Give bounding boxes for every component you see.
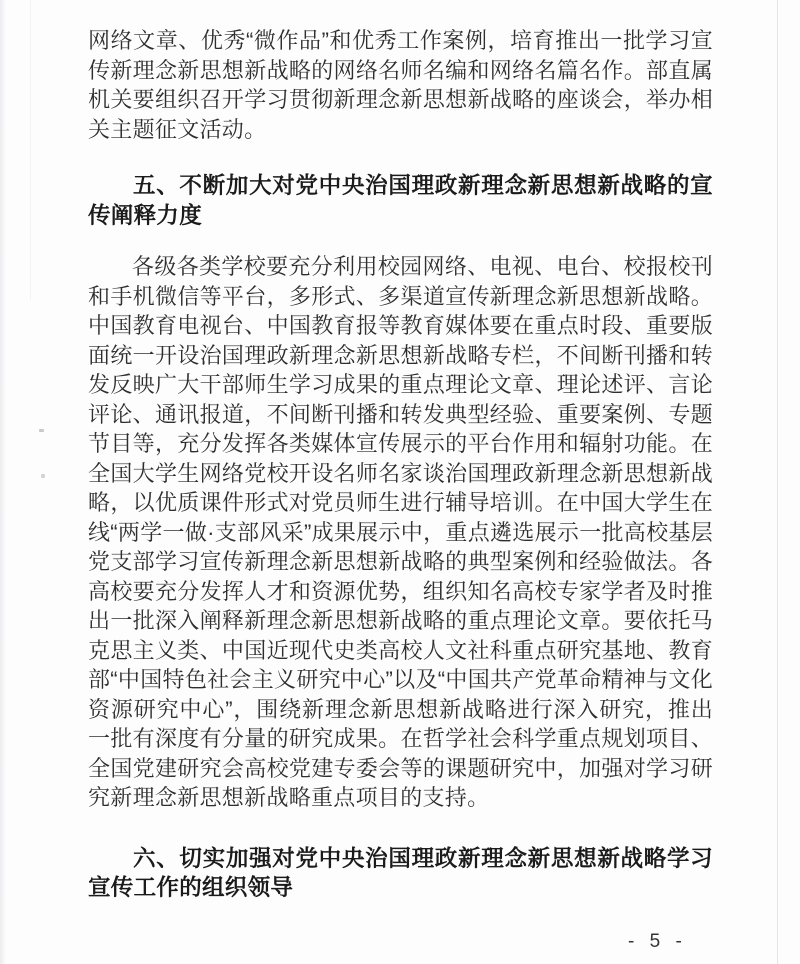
section-6-heading: 六、切实加强对党中央治国理政新理念新思想新战略学习宣传工作的组织领导 <box>88 845 713 900</box>
scan-speck <box>39 429 44 432</box>
scan-left-edge-line <box>30 0 31 300</box>
scan-left-edge-shade <box>0 0 6 964</box>
section-5-paragraph: 各级各类学校要充分利用校园网络、电视、电台、校报校刊和手机微信等平台，多形式、多渠道宣传新理念新思想新战略。中国教育电视台、中国教育报等教育媒体要在重点时段、重要版面统一开设治国理政新理念新思想新战略专栏，不间断刊播和转发反映广大干部师生学习成果的重点理论文章、理论述评、言论评论、通讯报道，不间断刊播和转发典型经验、重要案例、专题节目等，充分发挥各类媒体宣传展示的平台作用和辐射功能。在全国大学生网络党校开设名师名家谈治国理政新理念新思想新战略，以优质课件形式对党员师生进行辅导培训。在中国大学生在线“两学一做·支部风采”成果展示中，重点遴选展示一批高校基层党支部学习宣传新理念新思想新战略的典型案例和经验做法。各高校要充分发挥人才和资源优势，组织知名高校专家学者及时推出一批深入阐释新理念新思想新战略的重点理论文章。要依托马克思主义类、中国近现代史类高校人文社科重点研究基地、教育部“中国特色社会主义研究中心”以及“中国共产党革命精神与文化资源研究中心”，围绕新理念新思想新战略进行深入研究，推出一批有深度有分量的研究成果。在哲学社会科学重点规划项目、全国党建研究会高校党建专委会等的课题研究中，加强对学习研究新理念新思想新战略重点项目的支持。 <box>88 254 713 810</box>
section-5-heading: 五、不断加大对党中央治国理政新理念新思想新战略的宣传阐释力度 <box>88 173 713 228</box>
scan-right-edge-line <box>777 0 778 964</box>
page-number: - 5 - <box>628 931 687 952</box>
scan-speck <box>41 474 45 478</box>
paragraph-continuation: 网络文章、优秀“微作品”和优秀工作案例，培育推出一批学习宣传新理念新思想新战略的网络名师名编和网络名篇名作。部直属机关要组织召开学习贯彻新理念新思想新战略的座谈会，举办相关主题征文活动。 <box>88 28 713 142</box>
document-body <box>88 26 713 903</box>
